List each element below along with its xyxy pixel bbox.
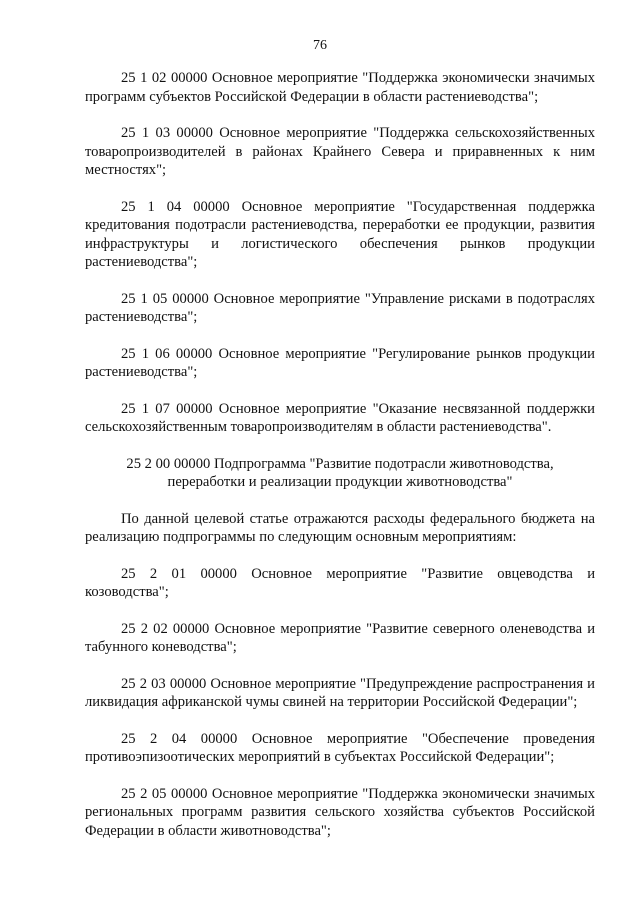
intro-paragraph: По данной целевой статье отражаются расходы федерального бюджета на реализацию подпрограммы по следующим основным мероприятиям: <box>85 510 595 545</box>
subprogram-heading-line2: переработки и реализации продукции животноводства" <box>167 474 513 490</box>
paragraph-25-2-01: 25 2 01 00000 Основное мероприятие "Развитие овцеводства и козоводства"; <box>85 565 595 600</box>
paragraph-25-1-02: 25 1 02 00000 Основное мероприятие "Поддержка экономически значимых программ субъектов Российской Федерации в области растениеводства"; <box>85 70 595 105</box>
paragraph-25-2-02: 25 2 02 00000 Основное мероприятие "Развитие северного оленеводства и табунного коневодства"; <box>85 620 595 655</box>
document-body <box>85 69 595 858</box>
paragraph-25-1-03: 25 1 03 00000 Основное мероприятие "Поддержка сельскохозяйственных товаропроизводителей в районах Крайнего Севера и приравненных к ним местностях"; <box>85 125 595 178</box>
paragraph-25-1-04: 25 1 04 00000 Основное мероприятие "Государственная поддержка кредитования подотрасли растениеводства, переработки ее продукции, развития инфраструктуры и логистического обеспечения рынков продукции растениеводства"; <box>85 198 595 270</box>
paragraph-25-1-05: 25 1 05 00000 Основное мероприятие "Управление рисками в подотраслях растениеводства"; <box>85 290 595 325</box>
paragraph-25-2-04: 25 2 04 00000 Основное мероприятие "Обеспечение проведения противоэпизоотических мероприятий в субъектах Российской Федерации"; <box>85 730 595 765</box>
page-number: 76 <box>313 38 327 53</box>
subprogram-heading <box>85 455 595 492</box>
paragraph-25-1-07: 25 1 07 00000 Основное мероприятие "Оказание несвязанной поддержки сельскохозяйственным товаропроизводителям в области растениеводства". <box>85 400 595 435</box>
paragraph-25-2-03: 25 2 03 00000 Основное мероприятие "Предупреждение распространения и ликвидация африканской чумы свиней на территории Российской Федерации"; <box>85 675 595 710</box>
subprogram-heading-line1: 25 2 00 00000 Подпрограмма "Развитие подотрасли животноводства, <box>126 455 554 472</box>
paragraph-25-2-05: 25 2 05 00000 Основное мероприятие "Поддержка экономически значимых региональных программ развития сельского хозяйства субъектов Российской Федерации в области животноводства"; <box>85 785 595 839</box>
paragraph-25-1-06: 25 1 06 00000 Основное мероприятие "Регулирование рынков продукции растениеводства"; <box>85 345 595 380</box>
